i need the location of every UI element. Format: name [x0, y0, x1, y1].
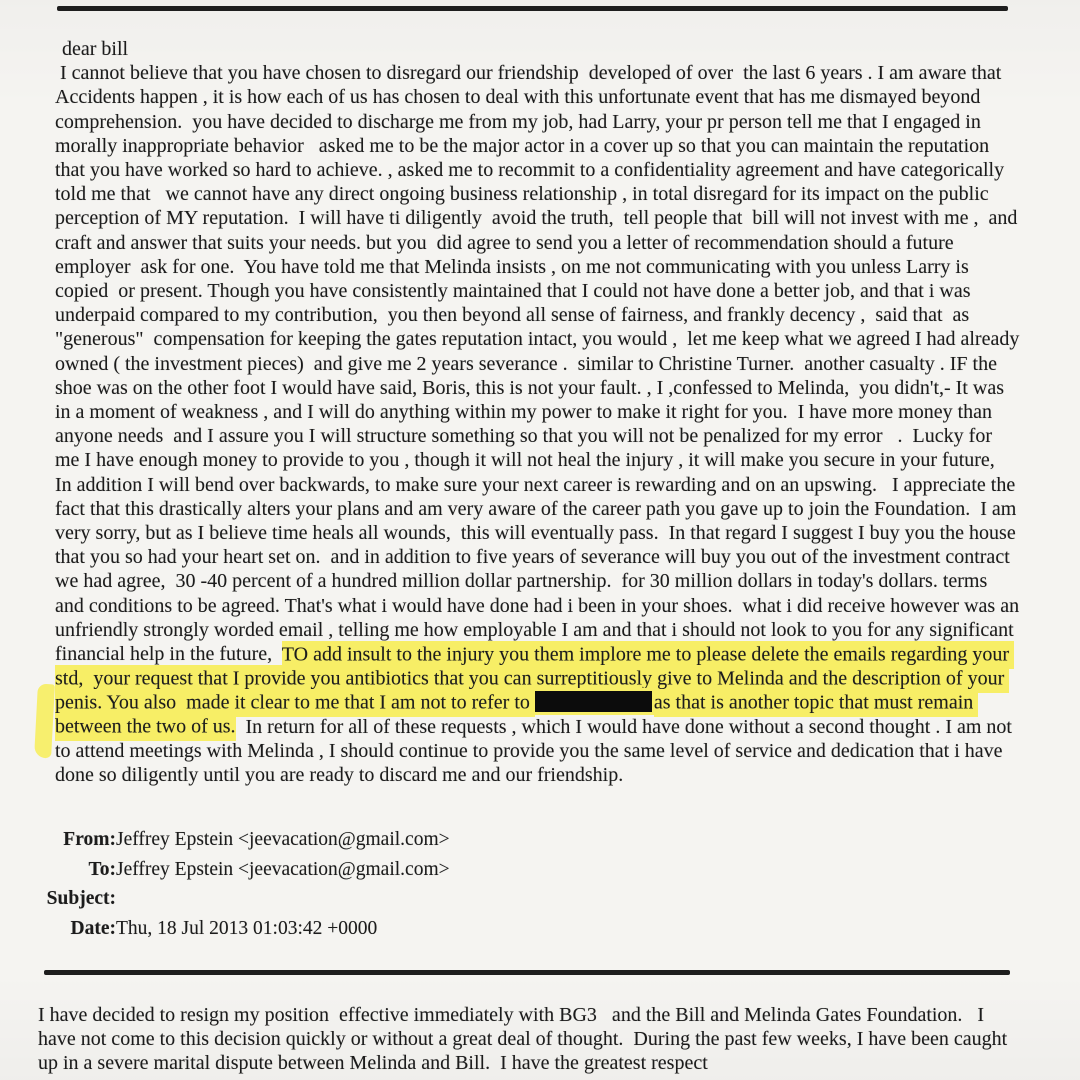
header-value: [116, 884, 450, 914]
header-label: To:: [88, 858, 116, 880]
header-value: Thu, 18 Jul 2013 01:03:42 +0000: [116, 917, 378, 939]
salutation: dear bill: [62, 38, 129, 60]
letter-body: [0, 11, 1080, 787]
header-label: From:: [63, 829, 116, 851]
header-label: Subject:: [46, 888, 116, 910]
header-row: [38, 825, 450, 855]
redaction-bar: [535, 691, 652, 712]
header-row: [38, 884, 450, 914]
header-value: Jeffrey Epstein <jeevacation@gmail.com>: [116, 858, 450, 880]
email-header-block: [38, 825, 450, 943]
highlighted-text: surreptitiously give: [537, 665, 692, 695]
letter-paragraph: [55, 61, 1029, 787]
section-divider-line: [44, 970, 1010, 975]
highlighted-text: to Melinda and the description of your penis. You also made it clear to me that I am not to refer to: [55, 665, 1009, 717]
highlighted-text: as that is another topic that must remain between the two of us.: [55, 689, 978, 741]
paragraph-text: I cannot believe that you have chosen to disregard our friendship developed of over the last 6 years . I am aware that Accidents happen , it is how each of us has chosen to deal with this unfortunate event that has me dismayed beyond comprehension. you have decided to discharge me from my job, had Larry, your pr person tell me that I engaged in morally inappropriate behavior asked me to be the major actor in a cover up so that you can maintain the reputation that you have worked so hard to achieve. , asked me to recommit to a confidentiality agreement and have categorically told me that we cannot have any direct ongoing business relationship , in total disregard for its impact on the public perception of MY reputation. I will have ti diligently avoid the truth, tell people that bill will not invest with me , and craft and answer that suits your needs. but you did agree to send you a letter of recommendation should a future employer ask for one. You have told me that Melinda insists , on me not communicating with you unless Larry is copied or present. Though you have consistently maintained that I could not have done a better job, and that i was underpaid compared to my contribution, you then beyond all sense of fairness, and frankly decency , said that as "generous" compensation for keeping the gates reputation intact, you would , let me keep what we agreed I had already owned ( the investment pieces) and give me 2 years severance . similar to Christine Turner. another casualty . IF the shoe was on the other foot I would have said, Boris, this is not your fault. , I ,confessed to Melinda, you didn't,- It was in a moment of weakness , and I will do anything within my power to make it right for you. I have more money than anyone needs and I assure you I will structure something so that you will not be penalized for my error . Lucky for me I have enough money to provide to you , though it will not heal the injury , it will make you secure in your future, In addition I will bend over backwards, to make sure your next career is rewarding and on an upswing. I appreciate the fact that this drastically alters your plans and am very aware of the career path you gave up to join the Foundation. I am very sorry, but as I believe time heals all wounds, this will eventually pass. In that regard I suggest I buy you the house that you so had your heart set on. and in addition to five years of severance will buy you out of the investment contract we had agree, 30 -40 percent of a hundred million dollar partnership. for 30 million dollars in today's dollars. terms and conditions to be agreed. That's what i would have done had i been in your shoes. what i did receive however was an unfriendly strongly worded email , telling me how employable I am and that i should not look to you for any significant financial help in the future,: [55, 62, 1029, 666]
paragraph-text: In return for all of these requests , which I would have done without a second thought . I am not to attend meetings with Melinda , I should continue to provide you the same level of service and dedication that i have done so diligently until you are ready to discard me and our friendship.: [55, 715, 1017, 787]
closing-paragraph: I have decided to resign my position effective immediately with BG3 and the Bill and Melinda Gates Foundation. I have not come to this decision quickly or without a great deal of thought. During the past few weeks, I have been caught up in a severe marital dispute between Melinda and Bill. I have the greatest respect: [38, 1003, 1013, 1075]
header-value: Jeffrey Epstein <jeevacation@gmail.com>: [116, 829, 450, 851]
header-label: Date:: [70, 917, 116, 939]
highlighted-text: TO add insult to the injury you them implore me to please delete the emails regarding your std, your request that I provide you antibiotics that you can: [55, 641, 1014, 693]
header-row: [38, 855, 450, 885]
header-row: [38, 914, 450, 944]
